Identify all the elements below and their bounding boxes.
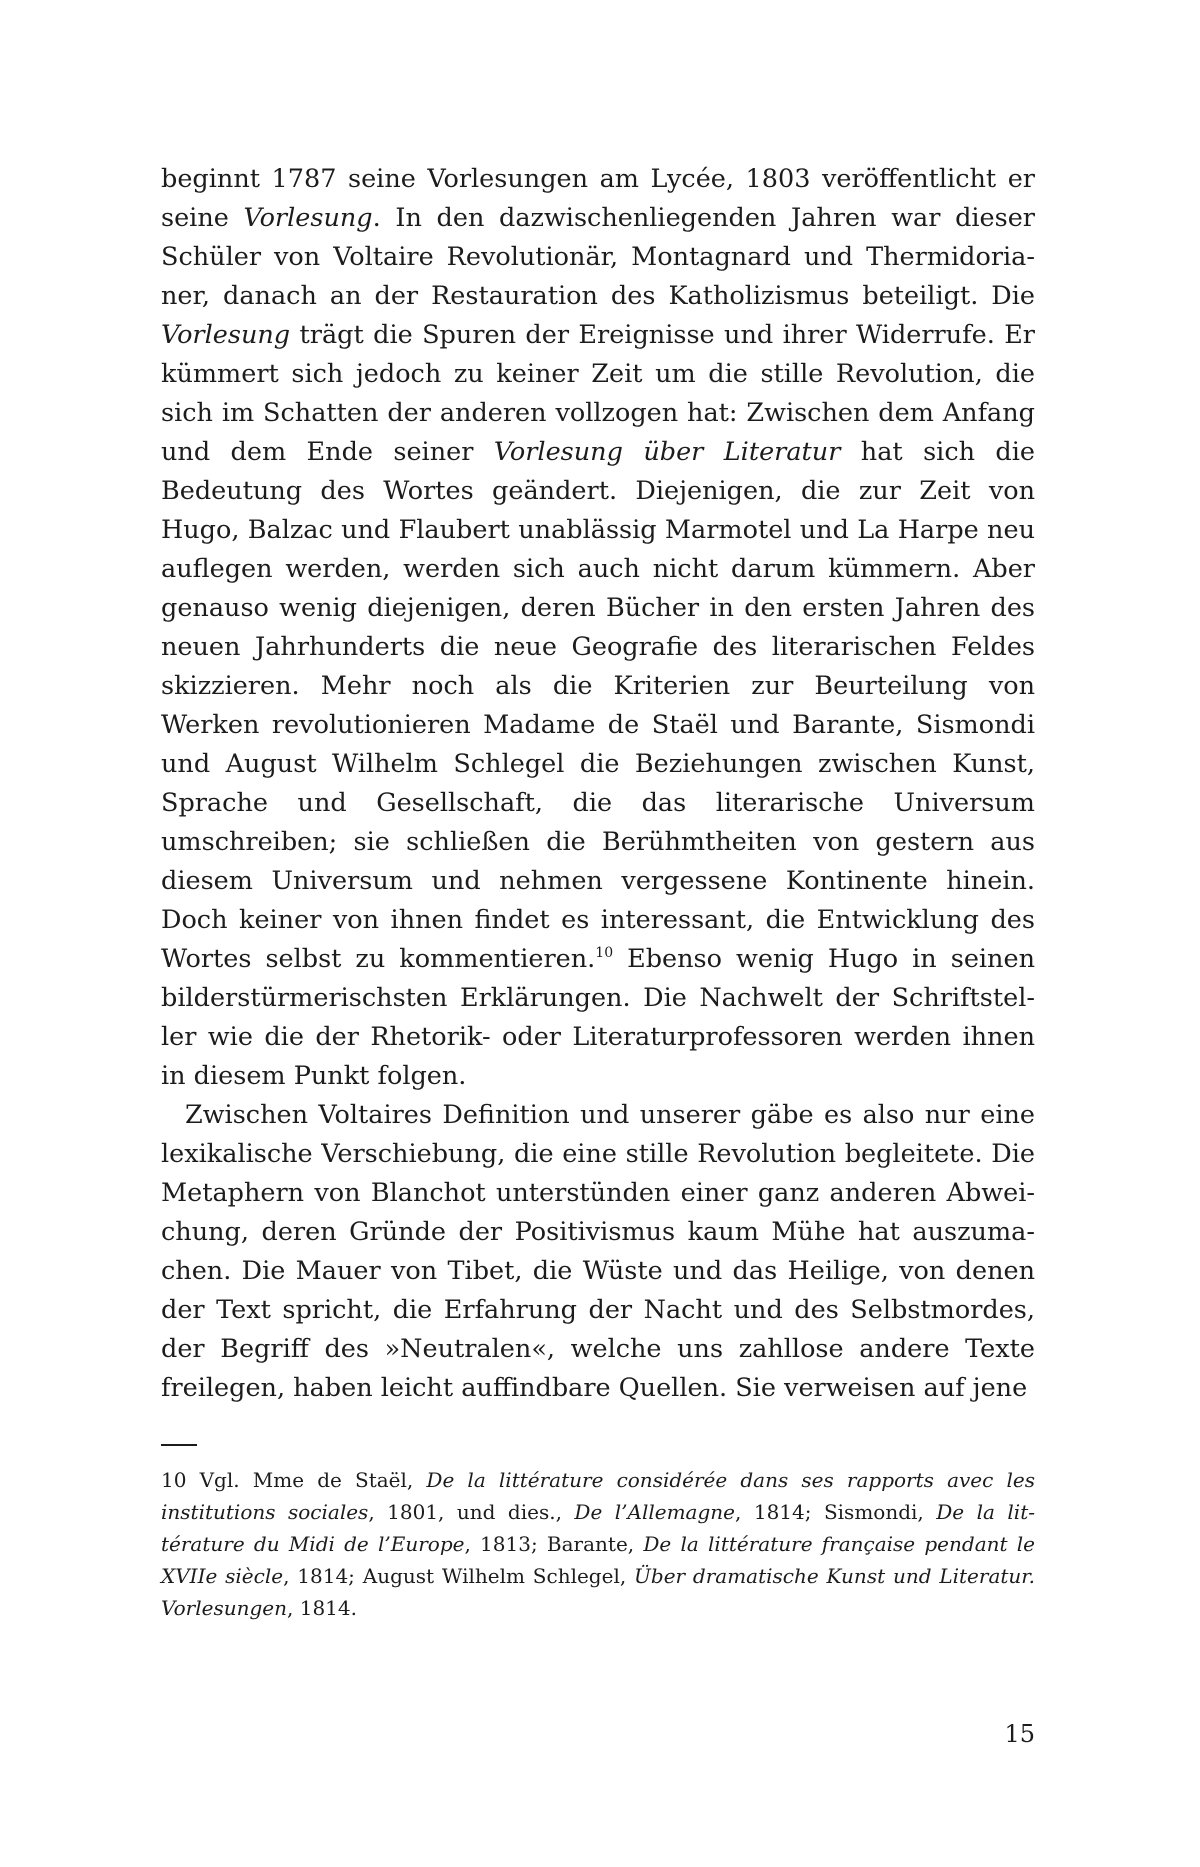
page-body (161, 160, 1035, 1408)
italic-title: Vorlesung (161, 320, 291, 350)
footnote-reference[interactable]: 10 (595, 945, 614, 961)
text-run: beginnt 1787 seine Vorlesungen am Lycée, 1803 veröffentlicht er seine (161, 164, 1035, 233)
text-run: trägt die Spuren der Ereignisse und ihrer Widerrufe. Er kümmert sich jedoch zu keiner Zeit um die stille Revolution, die sich im Schatten der anderen vollzogen hat: Zwischen dem Anfang und dem Ende seiner (161, 320, 1035, 467)
italic-title: De l’Allemagne (574, 1500, 736, 1524)
italic-title: Vorlesung (243, 203, 373, 233)
paragraph-1 (161, 160, 1035, 1096)
body-text (161, 160, 1035, 1408)
text-run: , 1813; Barante, (464, 1532, 644, 1556)
page-number: 15 (1004, 1720, 1035, 1748)
italic-title: De la littérature française pendant le XVIIe siècle (161, 1532, 1035, 1588)
text-run: hat sich die Bedeutung des Wortes geändert. Diejenigen, die zur Zeit von Hugo, Balzac und Flaubert unablässig Marmotel und La Harpe neu auflegen werden, werden sich auch nicht darum kümmern. Aber genauso wenig diejenigen, deren Bücher in den ersten Jahren des neuen Jahrhunderts die neue Geografie des literarischen Feldes skizzieren. Mehr noch als die Kriterien zur Beurteilung von Werken revolutionieren Madame de Staël und Barante, Sismondi und August Wilhelm Schlegel die Beziehungen zwischen Kunst, Sprache und Gesellschaft, die das literarische Universum umschreiben; sie schließen die Berühmtheiten von gestern aus diesem Universum und nehmen vergessene Kontinente hinein. Doch keiner von ihnen findet es interessant, die Entwicklung des Wortes selbst zu kommentieren. (161, 437, 1035, 974)
text-run: , 1814. (287, 1596, 357, 1620)
footnote-divider (161, 1444, 197, 1446)
italic-title: De la littérature considérée dans ses rapports avec les institutions sociales (161, 1468, 1035, 1524)
footnote-number: 10 (161, 1468, 187, 1492)
italic-title: De la littérature du Midi de l’Europe (161, 1500, 1035, 1556)
text-run: . In den dazwischenliegenden Jahren war dieser Schüler von Voltaire Revolutionär, Montagnard und Thermidorianer, danach an der Restauration des Katholizismus beteiligt. Die (161, 203, 1035, 311)
text-run: , 1801, und dies., (368, 1500, 575, 1524)
footnote-10 (161, 1464, 1035, 1624)
text-run: , 1814; August Wilhelm Schlegel, (283, 1564, 635, 1588)
text-run: , 1814; Sismondi, (735, 1500, 937, 1524)
footnotes (161, 1464, 1035, 1624)
text-run: Ebenso wenig Hugo in seinen bilderstürmerischsten Erklärungen. Die Nachwelt der Schriftsteller wie die der Rhetorik- oder Literaturprofessoren werden ihnen in diesem Punkt folgen. (161, 944, 1035, 1091)
text-run: Vgl. Mme de Staël, (186, 1468, 427, 1492)
italic-title: Über dramatische Kunst und Literatur. Vorlesungen (161, 1564, 1036, 1620)
paragraph-2: Zwischen Voltaires Definition und unserer gäbe es also nur eine lexikalische Verschiebung, die eine stille Revolution begleitete. Die Metaphern von Blanchot unterstünden einer ganz anderen Abweichung, deren Gründe der Positivismus kaum Mühe hat auszumachen. Die Mauer von Tibet, die Wüste und das Heilige, von denen der Text spricht, die Erfahrung der Nacht und des Selbstmordes, der Begriff des »Neutralen«, welche uns zahllose andere Texte freilegen, haben leicht auffindbare Quellen. Sie verweisen auf jene (161, 1100, 1035, 1403)
italic-title: Vorlesung über Literatur (493, 437, 841, 467)
